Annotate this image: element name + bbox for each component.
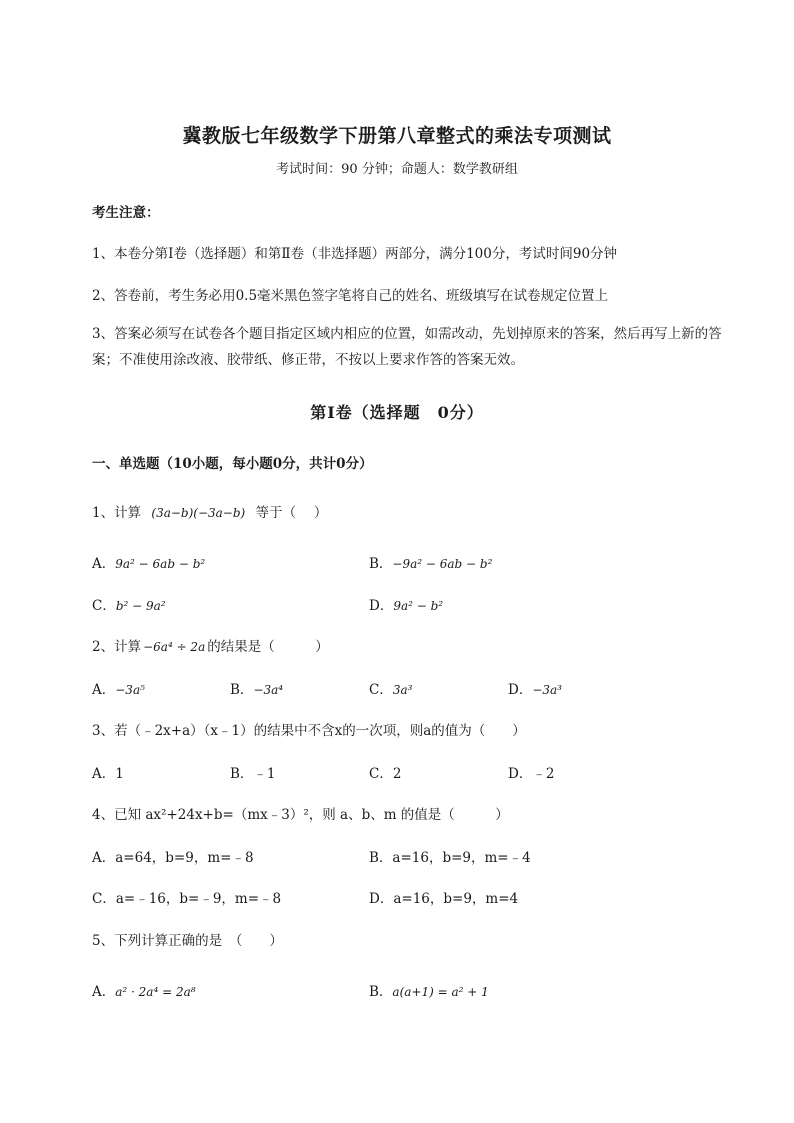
option-label: C． (92, 891, 116, 907)
page-subtitle: 考试时间：90 分钟；命题人：数学教研组 (276, 162, 518, 177)
option-label: B． (369, 984, 393, 1000)
option-label: B． (230, 682, 254, 698)
question-1-math: (3a−b)(−3a−b) (151, 506, 246, 520)
question-5-option-b[interactable] (369, 980, 489, 1000)
question-3-option-d[interactable] (508, 762, 554, 782)
option-label: D． (369, 598, 394, 614)
question-4-stem: 4、已知 ax²+24x+b=（mx﹣3）²，则 a、b、m 的值是（ ） (92, 807, 509, 823)
option-label: B． (369, 850, 393, 866)
question-2-option-a[interactable] (92, 678, 145, 698)
question-4-option-c[interactable] (92, 887, 281, 907)
option-text: a=﹣16，b=﹣9，m=﹣8 (115, 891, 282, 907)
option-text: ﹣2 (532, 766, 555, 782)
option-label: D． (369, 891, 394, 907)
question-2-math: −6a⁴ ÷ 2a (143, 640, 206, 654)
option-text: ﹣1 (253, 766, 276, 782)
option-text: −3a³ (532, 683, 562, 697)
question-1-suffix: 等于（ ） (255, 505, 328, 521)
question-5-option-a[interactable] (92, 980, 196, 1000)
question-1-option-c[interactable] (92, 594, 166, 614)
question-1-option-d[interactable] (369, 594, 443, 614)
option-text: a=16，b=9，m=﹣4 (392, 850, 531, 866)
option-label: C． (369, 682, 393, 698)
section-title: 第Ⅰ卷（选择题 0分） (310, 403, 484, 422)
option-label: B． (230, 766, 254, 782)
note-item: 1、本卷分第Ⅰ卷（选择题）和第Ⅱ卷（非选择题）两部分，满分100分，考试时间90分钟 (92, 246, 618, 262)
question-4-option-d[interactable] (369, 887, 518, 907)
option-label: A． (92, 682, 116, 698)
question-4-option-b[interactable] (369, 846, 531, 866)
part-heading: 一、单选题（10小题，每小题0分，共计0分） (92, 456, 373, 472)
option-label: A． (92, 766, 116, 782)
option-label: B． (369, 556, 393, 572)
option-label: C． (92, 598, 116, 614)
option-label: A． (92, 850, 116, 866)
question-2-option-c[interactable] (369, 678, 412, 698)
question-3-option-b[interactable] (230, 762, 276, 782)
question-2-option-d[interactable] (508, 678, 562, 698)
option-label: C． (369, 766, 393, 782)
option-text: b² − 9a² (115, 599, 166, 613)
option-text: −9a² − 6ab − b² (392, 557, 493, 571)
option-text: −3a⁵ (115, 683, 145, 697)
question-1-prefix: 1、计算 (92, 505, 142, 521)
question-3-option-a[interactable] (92, 762, 124, 782)
option-label: D． (508, 766, 533, 782)
option-text: −3a⁴ (253, 683, 284, 697)
question-1-option-a[interactable] (92, 552, 205, 572)
question-2-stem (92, 635, 329, 655)
option-text: 1 (115, 766, 124, 782)
option-text: 9a² − 6ab − b² (115, 557, 206, 571)
option-text: a=64，b=9，m=﹣8 (115, 850, 254, 866)
question-3-option-c[interactable] (369, 762, 401, 782)
option-label: A． (92, 556, 116, 572)
question-5-stem: 5、下列计算正确的是 （ ） (92, 933, 283, 949)
option-label: D． (508, 682, 533, 698)
option-text: 2 (392, 766, 402, 782)
note-item: 3、答案必须写在试卷各个题目指定区域内相应的位置，如需改动，先划掉原来的答案，然后再写上新的答案；不准使用涂改液、胶带纸、修正带，不按以上要求作答的答案无效。 (92, 326, 722, 368)
question-2-prefix: 2、计算 (92, 639, 142, 655)
note-item: 2、答卷前，考生务必用0.5毫米黑色签字笔将自己的姓名、班级填写在试卷规定位置上 (92, 288, 609, 304)
question-1-option-b[interactable] (369, 552, 492, 572)
option-text: a(a+1) = a² + 1 (392, 985, 489, 999)
option-text: a² · 2a⁴ = 2a⁸ (115, 985, 196, 999)
question-2-option-b[interactable] (230, 678, 283, 698)
question-3-stem: 3、若（﹣2x+a）（x﹣1）的结果中不含x的一次项，则a的值为（ ） (92, 723, 526, 739)
option-text: 9a² − b² (393, 599, 444, 613)
option-label: A． (92, 984, 116, 1000)
option-text: a=16，b=9，m=4 (393, 891, 519, 907)
notes-heading: 考生注意： (92, 205, 160, 221)
question-2-suffix: 的结果是（ ） (207, 639, 329, 655)
question-1-stem (92, 501, 327, 521)
option-text: 3a³ (392, 683, 413, 697)
question-4-option-a[interactable] (92, 846, 254, 866)
page-title: 冀教版七年级数学下册第八章整式的乘法专项测试 (182, 125, 612, 147)
